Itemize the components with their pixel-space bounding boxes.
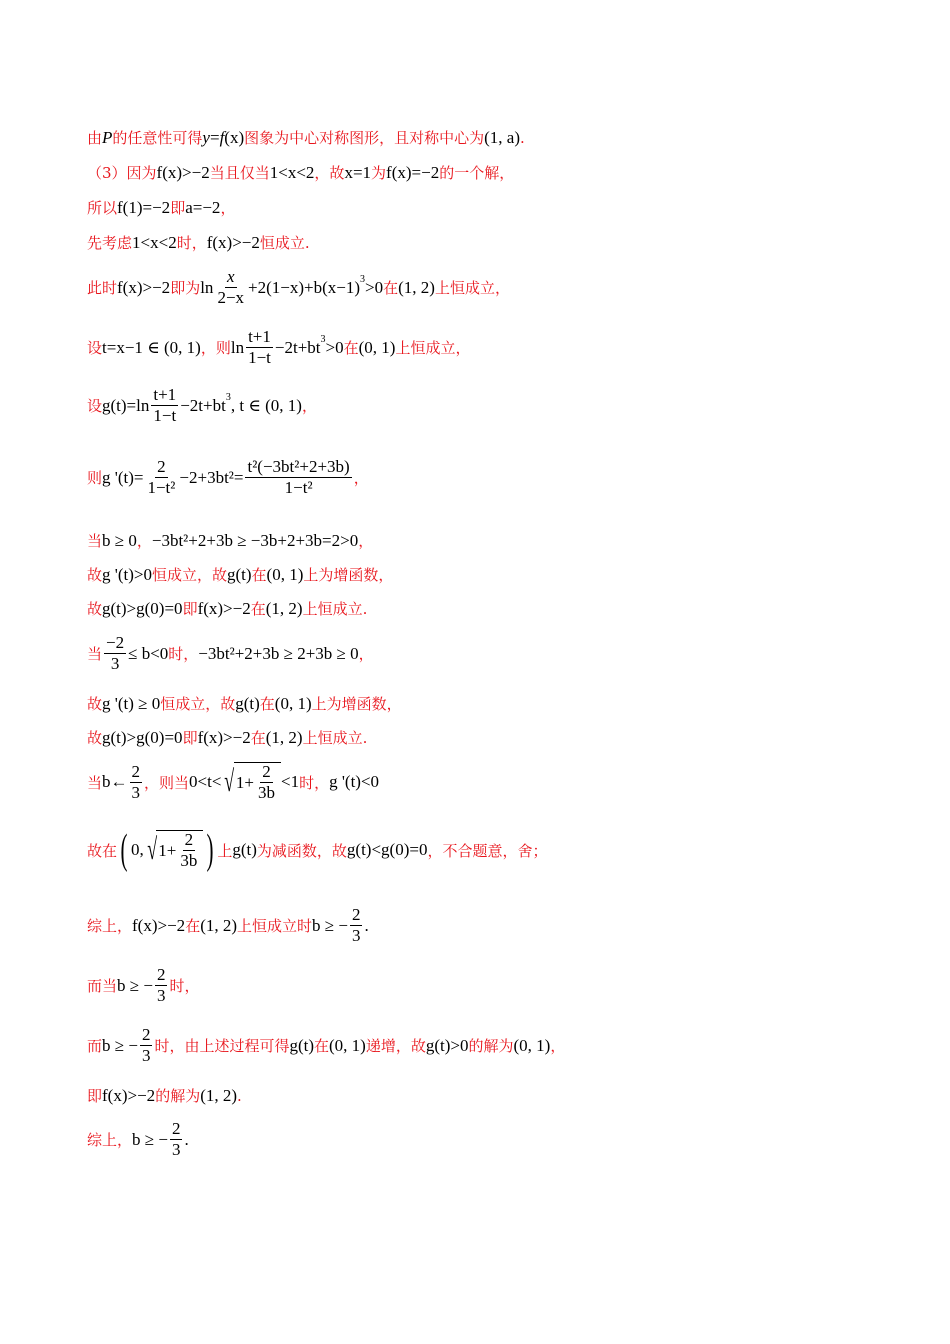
text: 设 bbox=[87, 397, 103, 415]
text: ， bbox=[358, 645, 374, 663]
denominator: 1−t bbox=[248, 348, 271, 367]
text: ，故 bbox=[314, 164, 345, 182]
text: 在 bbox=[185, 917, 201, 935]
denominator: 3 bbox=[141, 1046, 151, 1065]
numerator: 2 bbox=[157, 457, 166, 476]
text: 综上， bbox=[87, 1131, 133, 1149]
fraction bbox=[151, 386, 178, 425]
text: 图象为中心对称图形，且对称中心为 bbox=[244, 129, 485, 147]
line-20 bbox=[87, 1085, 242, 1106]
text: 先考虑 bbox=[87, 234, 133, 252]
line-11 bbox=[87, 598, 367, 619]
text: 上恒成立. bbox=[302, 600, 368, 618]
math: (0, 1) bbox=[513, 1035, 551, 1055]
text: 上恒成立， bbox=[395, 339, 471, 357]
math: 0, bbox=[131, 840, 144, 859]
text: ， bbox=[136, 532, 152, 550]
math: f(x)>−2 bbox=[156, 162, 210, 182]
math: . bbox=[364, 915, 369, 935]
text: 所以 bbox=[87, 199, 118, 217]
text: 在 bbox=[314, 1037, 330, 1055]
fraction bbox=[256, 763, 277, 802]
text: 即 bbox=[87, 1087, 103, 1105]
fraction bbox=[215, 268, 246, 307]
text: 即 bbox=[170, 199, 186, 217]
text: 时， bbox=[176, 234, 207, 252]
square-root bbox=[144, 830, 204, 870]
superscript: 3 bbox=[225, 392, 231, 403]
math: <1 bbox=[281, 772, 300, 791]
radical-icon: √ bbox=[147, 833, 157, 866]
text: 时， bbox=[168, 645, 199, 663]
text: 即 bbox=[182, 600, 198, 618]
denominator: 1−t² bbox=[147, 478, 176, 497]
line-7 bbox=[87, 386, 317, 425]
text: 在 bbox=[259, 695, 275, 713]
text: 此时 bbox=[87, 279, 118, 297]
fraction bbox=[170, 1120, 183, 1159]
denominator: 1−t bbox=[153, 406, 177, 425]
text: 当 bbox=[87, 773, 103, 792]
text: ， bbox=[353, 469, 369, 487]
line-8 bbox=[87, 458, 369, 497]
text: 而当 bbox=[87, 977, 118, 995]
text: 的一个解， bbox=[439, 164, 515, 182]
math: b← bbox=[102, 772, 128, 791]
math: f(x)>−2 bbox=[206, 232, 260, 252]
text: 即 bbox=[182, 729, 198, 747]
line-5 bbox=[87, 268, 510, 307]
denominator: 3 bbox=[131, 782, 141, 802]
text: ，则当 bbox=[144, 773, 190, 792]
line-13 bbox=[87, 693, 402, 714]
line-12 bbox=[87, 634, 374, 673]
math: ≤ b<0 bbox=[128, 643, 169, 663]
numerator: t²(−3bt²+2+3b) bbox=[247, 457, 350, 476]
denominator: 3 bbox=[171, 1140, 181, 1159]
radical-icon: √ bbox=[224, 765, 235, 798]
math: g '(t) ≥ 0 bbox=[102, 693, 161, 713]
denominator: 3b bbox=[180, 851, 198, 870]
superscript: 3 bbox=[360, 274, 366, 285]
text: 当 bbox=[87, 532, 103, 550]
text: 的解为 bbox=[468, 1037, 514, 1055]
text: . bbox=[520, 128, 525, 147]
math: b ≥ − bbox=[132, 1129, 168, 1149]
text: 上为增函数， bbox=[311, 695, 402, 713]
text: 上 bbox=[217, 841, 233, 860]
numerator: 2 bbox=[141, 1025, 151, 1044]
math: (0, 1) bbox=[358, 337, 396, 357]
math: (1, 2) bbox=[200, 1085, 238, 1105]
math: b ≥ − bbox=[117, 975, 153, 995]
math: g(t)>g(0)=0 bbox=[102, 727, 183, 747]
text: 恒成立，故 bbox=[151, 566, 227, 584]
math: (1, 2) bbox=[200, 915, 238, 935]
numerator: t+1 bbox=[248, 327, 271, 346]
fraction bbox=[130, 763, 143, 802]
math: >0 bbox=[325, 337, 344, 357]
math: b ≥ 0 bbox=[102, 530, 137, 550]
math: x=1 bbox=[344, 162, 372, 182]
math: g(t) bbox=[226, 564, 252, 584]
text: 的任意性可得 bbox=[112, 129, 203, 147]
text: 上恒成立. bbox=[302, 729, 368, 747]
math: g(t) bbox=[232, 840, 257, 859]
math: (0, 1) bbox=[274, 693, 312, 713]
text: 故 bbox=[87, 695, 103, 713]
text: （3）因为 bbox=[87, 164, 157, 182]
math: f(x)>−2 bbox=[102, 1085, 156, 1105]
math: g '(t)<0 bbox=[329, 772, 380, 791]
text: ，则 bbox=[200, 339, 231, 357]
text: 当 bbox=[87, 645, 103, 663]
numerator: 2 bbox=[184, 830, 194, 849]
math: g '(t)= bbox=[102, 467, 144, 487]
text: 在 bbox=[343, 339, 359, 357]
math: 0<t< bbox=[189, 772, 222, 791]
math: f(x)>−2 bbox=[117, 277, 171, 297]
line-10 bbox=[87, 564, 393, 585]
math: g(t) bbox=[289, 1035, 314, 1055]
text: ，不合题意，舍； bbox=[427, 841, 548, 860]
math: b ≥ − bbox=[312, 915, 348, 935]
math: g(t)<g(0)=0 bbox=[346, 840, 428, 859]
text: 上为增函数， bbox=[303, 566, 394, 584]
text: 恒成立. bbox=[259, 234, 310, 252]
text: 时，由上述过程可得 bbox=[154, 1037, 290, 1055]
denominator: 3 bbox=[351, 926, 361, 945]
math: 1+ bbox=[158, 840, 177, 860]
numerator: 2 bbox=[156, 965, 166, 984]
math: −3bt²+2+3b ≥ 2+3b ≥ 0 bbox=[198, 643, 359, 663]
line-18 bbox=[87, 966, 199, 1005]
math: −2t+bt bbox=[180, 395, 226, 415]
math: f bbox=[219, 127, 225, 147]
line-2 bbox=[87, 162, 514, 183]
numerator: −2 bbox=[106, 633, 125, 652]
math: , t ∈ (0, 1) bbox=[230, 395, 302, 415]
line-4 bbox=[87, 232, 310, 253]
math: (1, 2) bbox=[265, 727, 303, 747]
text: 在 bbox=[251, 566, 267, 584]
text: 即为 bbox=[170, 279, 201, 297]
text: 综上， bbox=[87, 917, 133, 935]
text: 递增，故 bbox=[365, 1037, 426, 1055]
math: −3bt²+2+3b ≥ −3b+2+3b=2>0 bbox=[151, 530, 359, 550]
numerator: 2 bbox=[262, 762, 271, 781]
text: 而 bbox=[87, 1037, 103, 1055]
math: y bbox=[202, 127, 210, 147]
line-6 bbox=[87, 328, 470, 367]
fraction bbox=[155, 966, 168, 1005]
math: +2(1−x)+b(x−1) bbox=[248, 277, 361, 297]
text: 为 bbox=[371, 164, 387, 182]
denominator: 3 bbox=[156, 986, 166, 1005]
math: >0 bbox=[365, 277, 384, 297]
text: 则 bbox=[87, 469, 103, 487]
text: ， bbox=[301, 397, 317, 415]
text: 在 bbox=[250, 600, 266, 618]
math: (1, 2) bbox=[398, 277, 435, 297]
math: b ≥ − bbox=[102, 1035, 138, 1055]
fraction bbox=[104, 634, 126, 673]
math: ln bbox=[200, 277, 214, 297]
math: f(x)>−2 bbox=[197, 727, 251, 747]
math: g(t) bbox=[235, 693, 260, 713]
text: 故 bbox=[87, 729, 103, 747]
fraction bbox=[246, 328, 273, 367]
text: 在 bbox=[383, 279, 399, 297]
math: −2t+bt bbox=[274, 337, 321, 357]
math: (0, 1) bbox=[329, 1035, 366, 1055]
text: 上恒成立， bbox=[434, 279, 510, 297]
text: ， bbox=[358, 532, 374, 550]
right-paren-icon: ) bbox=[206, 827, 214, 873]
line-19 bbox=[87, 1026, 565, 1065]
denominator: 3 bbox=[110, 654, 120, 673]
text: 故 bbox=[87, 600, 103, 618]
text: 故 bbox=[87, 566, 103, 584]
fraction bbox=[140, 1026, 153, 1065]
text: 当且仅当 bbox=[209, 164, 270, 182]
math: f(1)=−2 bbox=[117, 197, 171, 217]
line-15 bbox=[87, 762, 379, 802]
text: ， bbox=[220, 199, 236, 217]
math: (1, 2) bbox=[265, 598, 303, 618]
math: g '(t)>0 bbox=[102, 564, 152, 584]
line-3 bbox=[87, 197, 235, 218]
text: 由 bbox=[87, 129, 103, 147]
text: 上恒成立时 bbox=[237, 917, 313, 935]
text: 设 bbox=[87, 339, 103, 357]
superscript: 3 bbox=[320, 334, 326, 345]
math: P bbox=[102, 127, 113, 147]
math: (0, 1) bbox=[266, 564, 304, 584]
line-9 bbox=[87, 530, 373, 551]
line-17 bbox=[87, 906, 369, 945]
text: 时， bbox=[169, 977, 200, 995]
fraction bbox=[145, 458, 177, 497]
denominator: 3b bbox=[258, 783, 275, 802]
line-16 bbox=[87, 827, 548, 873]
math: = bbox=[209, 127, 220, 147]
numerator: 2 bbox=[131, 761, 141, 781]
text: 时， bbox=[299, 773, 330, 792]
numerator: 2 bbox=[171, 1119, 181, 1138]
text: . bbox=[237, 1086, 242, 1105]
left-paren-icon: ( bbox=[120, 827, 128, 873]
math: (x) bbox=[224, 127, 245, 147]
math: 1<x<2 bbox=[269, 162, 315, 182]
math: . bbox=[184, 1129, 189, 1149]
denominator: 1−t² bbox=[284, 478, 313, 497]
numerator: x bbox=[226, 267, 235, 286]
fraction bbox=[245, 458, 351, 497]
line-21 bbox=[87, 1120, 189, 1159]
square-root bbox=[221, 762, 281, 802]
denominator: 2−x bbox=[217, 288, 245, 307]
line-14 bbox=[87, 727, 367, 748]
text: 为减函数，故 bbox=[256, 841, 347, 860]
math: a=−2 bbox=[185, 197, 221, 217]
math: g(t)>g(0)=0 bbox=[102, 598, 183, 618]
line-1 bbox=[87, 127, 525, 148]
math: g(t)>0 bbox=[425, 1035, 469, 1055]
fraction bbox=[350, 906, 363, 945]
text: 恒成立，故 bbox=[160, 695, 236, 713]
text: 在 bbox=[250, 729, 266, 747]
text: ， bbox=[550, 1037, 566, 1055]
fraction bbox=[178, 831, 199, 870]
math: −2+3bt²= bbox=[179, 467, 244, 487]
math: t=x−1 ∈ (0, 1) bbox=[102, 337, 201, 357]
numerator: t+1 bbox=[153, 385, 177, 404]
math: f(x)=−2 bbox=[386, 162, 440, 182]
text: 故在 bbox=[87, 841, 118, 860]
math: (1, a) bbox=[484, 127, 521, 147]
math: 1+ bbox=[235, 772, 254, 792]
numerator: 2 bbox=[351, 905, 361, 924]
math: g(t)=ln bbox=[102, 395, 150, 415]
math: f(x)>−2 bbox=[132, 915, 186, 935]
text: 的解为 bbox=[155, 1087, 201, 1105]
math: 1<x<2 bbox=[132, 232, 177, 252]
math: ln bbox=[230, 337, 245, 357]
math: f(x)>−2 bbox=[197, 598, 251, 618]
